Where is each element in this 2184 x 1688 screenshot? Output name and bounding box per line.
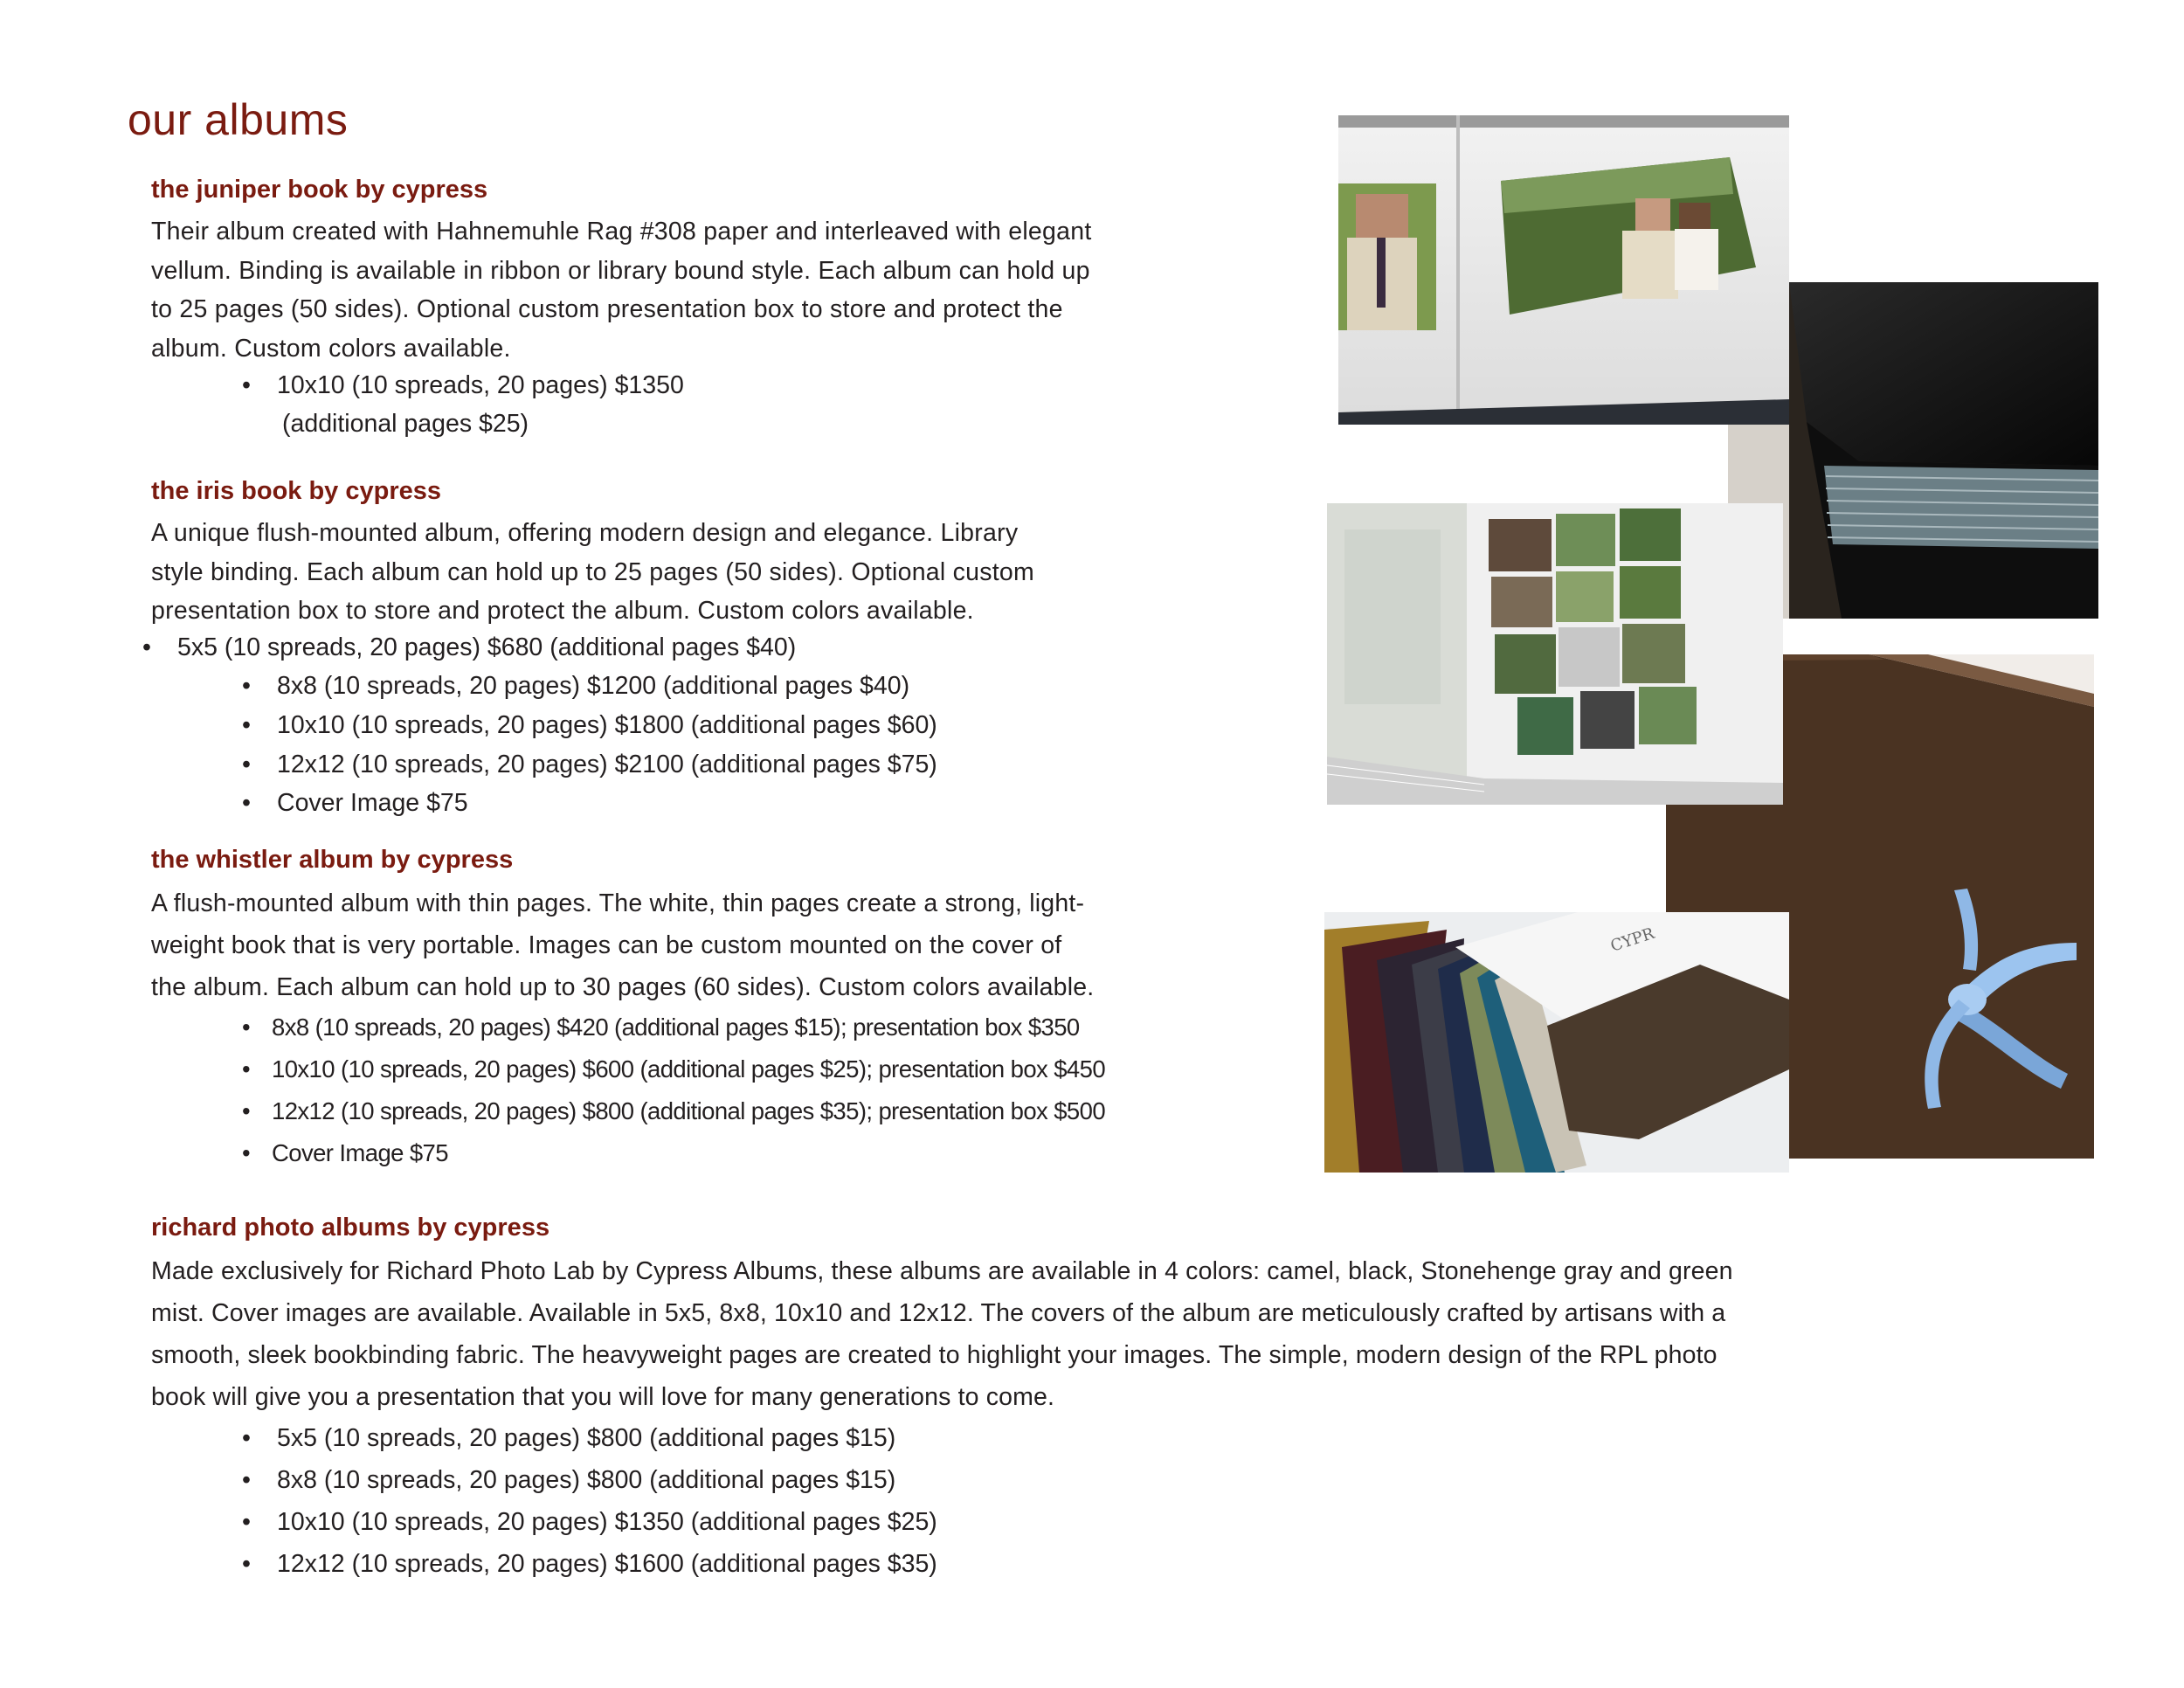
list-item: • 8x8 (10 spreads, 20 pages) $800 (additional pages $15) (251, 1468, 895, 1493)
list-item: • 10x10 (10 spreads, 20 pages) $600 (additional pages $25); presentation box $450 (251, 1057, 1105, 1082)
text-line: A flush-mounted album with thin pages. The white, thin pages create a strong, light- (151, 889, 1085, 917)
iris-album-photo (1327, 503, 1783, 805)
text-line: Made exclusively for Richard Photo Lab by Cypress Albums, these albums are available in 4 colors: camel, black, Stonehenge gray and green (151, 1257, 1733, 1285)
text-line: weight book that is very portable. Images can be custom mounted on the cover of (151, 931, 1062, 959)
whistler-description (151, 882, 1094, 1008)
list-item: • 5x5 (10 spreads, 20 pages) $680 (additional pages $40) (151, 635, 796, 661)
list-item: • 5x5 (10 spreads, 20 pages) $800 (additional pages $15) (251, 1426, 895, 1451)
page-title: our albums (128, 95, 349, 144)
richard-heading: richard photo albums by cypress (151, 1214, 550, 1242)
text-line: A unique flush-mounted album, offering modern design and elegance. Library (151, 519, 1019, 547)
swatch-brand-label: CYPR (1608, 924, 1657, 956)
list-item: • 8x8 (10 spreads, 20 pages) $420 (additional pages $15); presentation box $350 (251, 1015, 1080, 1040)
list-item: • Cover Image $75 (251, 1141, 448, 1166)
text-line: smooth, sleek bookbinding fabric. The heavyweight pages are created to highlight your images. The simple, modern design of the RPL photo (151, 1341, 1717, 1369)
list-item-subline: (additional pages $25) (282, 410, 529, 438)
list-item: • 10x10 (10 spreads, 20 pages) $1800 (additional pages $60) (251, 713, 937, 738)
juniper-album-photo (1338, 115, 1789, 425)
text-line: book will give you a presentation that you will love for many generations to come. (151, 1383, 1055, 1411)
richard-description (151, 1250, 1733, 1418)
list-item: • 12x12 (10 spreads, 20 pages) $1600 (additional pages $35) (251, 1552, 937, 1577)
juniper-heading: the juniper book by cypress (151, 176, 488, 204)
fabric-swatch-photo (1324, 912, 1789, 1173)
list-item: • 12x12 (10 spreads, 20 pages) $800 (additional pages $35); presentation box $500 (251, 1099, 1105, 1124)
text-line: vellum. Binding is available in ribbon or library bound style. Each album can hold up (151, 256, 1090, 285)
whistler-heading: the whistler album by cypress (151, 846, 514, 874)
text-line: presentation box to store and protect the album. Custom colors available. (151, 597, 974, 626)
text-line: mist. Cover images are available. Available in 5x5, 8x8, 10x10 and 12x12. The covers of the album are meticulously crafted by artisans with a (151, 1299, 1726, 1327)
text-line: the album. Each album can hold up to 30 pages (60 sides). Custom colors available. (151, 973, 1095, 1001)
text-line: to 25 pages (50 sides). Optional custom presentation box to store and protect the (151, 295, 1063, 324)
list-item: • 8x8 (10 spreads, 20 pages) $1200 (additional pages $40) (251, 674, 909, 699)
list-item: • 12x12 (10 spreads, 20 pages) $2100 (additional pages $75) (251, 752, 937, 778)
list-item: • Cover Image $75 (251, 791, 468, 816)
iris-heading: the iris book by cypress (151, 477, 442, 505)
text-line: style binding. Each album can hold up to 25 pages (50 sides). Optional custom (151, 557, 1035, 586)
juniper-description (151, 212, 1092, 369)
list-item: • 10x10 (10 spreads, 20 pages) $1350 (additional pages $25) (251, 1510, 937, 1535)
list-item: • 10x10 (10 spreads, 20 pages) $1350 (251, 373, 684, 398)
text-line: album. Custom colors available. (151, 335, 511, 363)
iris-description (151, 514, 1034, 631)
text-line: Their album created with Hahnemuhle Rag #308 paper and interleaved with elegant (151, 218, 1092, 246)
